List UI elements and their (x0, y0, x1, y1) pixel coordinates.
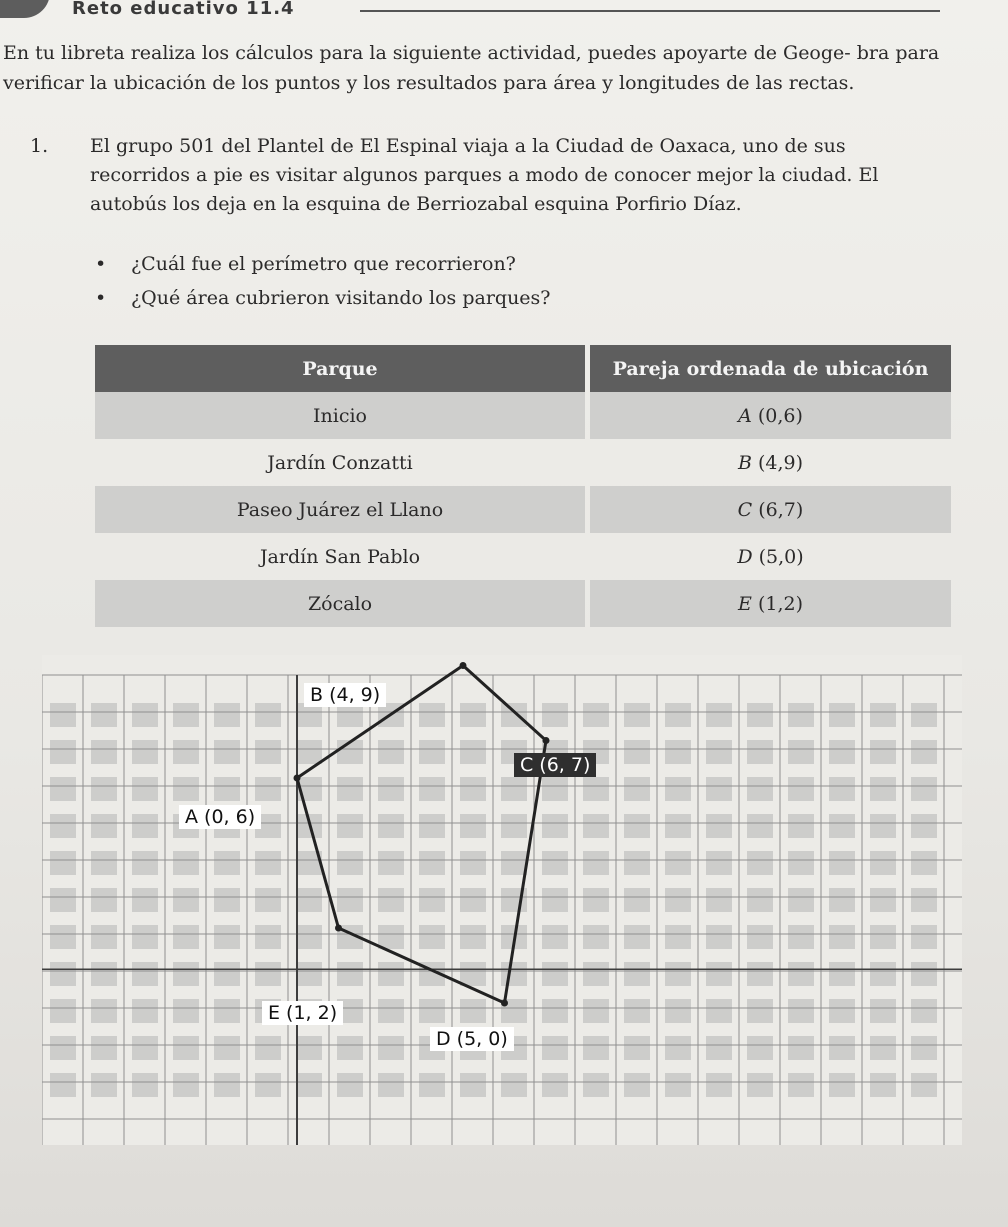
city-block (706, 1036, 732, 1060)
city-block (870, 1036, 896, 1060)
city-block (665, 703, 691, 727)
city-block (747, 888, 773, 912)
city-block (214, 851, 240, 875)
city-block (501, 777, 527, 801)
city-block (911, 740, 937, 764)
city-block (50, 777, 76, 801)
city-block (378, 1073, 404, 1097)
city-block (173, 777, 199, 801)
city-block (501, 703, 527, 727)
city-block (583, 888, 609, 912)
city-block (747, 999, 773, 1023)
city-block (911, 888, 937, 912)
city-block (460, 777, 486, 801)
city-block (788, 851, 814, 875)
park-name: Jardín Conzatti (267, 451, 413, 474)
bullet-icon: • (95, 253, 107, 275)
city-block (419, 1073, 445, 1097)
city-block (542, 999, 568, 1023)
city-block (296, 888, 322, 912)
city-block (132, 999, 158, 1023)
park-pair (590, 580, 951, 627)
city-block (214, 925, 240, 949)
city-block (665, 1073, 691, 1097)
city-block (214, 777, 240, 801)
city-block (50, 962, 76, 986)
city-block (296, 1036, 322, 1060)
city-block (788, 777, 814, 801)
city-block (50, 888, 76, 912)
city-block (870, 999, 896, 1023)
city-block (50, 703, 76, 727)
city-block (911, 777, 937, 801)
city-block (337, 888, 363, 912)
city-block (460, 814, 486, 838)
city-block (419, 925, 445, 949)
city-block (255, 740, 281, 764)
header (0, 0, 1008, 20)
city-block (296, 740, 322, 764)
city-block (706, 703, 732, 727)
city-block (624, 1036, 650, 1060)
city-block (665, 777, 691, 801)
city-block (419, 888, 445, 912)
point-label-c: C (6, 7) (514, 753, 596, 777)
city-block (501, 1073, 527, 1097)
city-block (870, 851, 896, 875)
city-block (378, 925, 404, 949)
city-block (173, 999, 199, 1023)
city-block (624, 888, 650, 912)
city-block (542, 814, 568, 838)
point-letter: A (738, 404, 752, 427)
city-block (132, 740, 158, 764)
city-block (870, 814, 896, 838)
city-block (665, 962, 691, 986)
point-a-marker (294, 775, 301, 782)
city-block (173, 703, 199, 727)
city-block (624, 740, 650, 764)
table-row (95, 392, 951, 439)
pair-value: (1,2) (757, 592, 803, 615)
city-block (132, 888, 158, 912)
city-block (870, 777, 896, 801)
point-letter: E (738, 592, 752, 615)
park-name: Inicio (95, 392, 585, 439)
city-block (460, 1073, 486, 1097)
city-block (747, 814, 773, 838)
city-block (706, 777, 732, 801)
city-block (911, 925, 937, 949)
city-block (542, 888, 568, 912)
table-row (95, 439, 951, 486)
city-block (132, 1036, 158, 1060)
city-block (214, 1073, 240, 1097)
city-block (706, 925, 732, 949)
city-block (706, 814, 732, 838)
city-block (665, 999, 691, 1023)
city-block (132, 925, 158, 949)
city-block (747, 1036, 773, 1060)
city-block (788, 1036, 814, 1060)
city-block (50, 1036, 76, 1060)
city-block (829, 814, 855, 838)
table-row (95, 533, 951, 580)
city-block (255, 851, 281, 875)
city-block (91, 1036, 117, 1060)
city-block (337, 814, 363, 838)
city-block (91, 962, 117, 986)
point-letter: B (737, 451, 752, 474)
city-block (788, 814, 814, 838)
city-block (542, 925, 568, 949)
city-block (829, 703, 855, 727)
city-block (911, 814, 937, 838)
city-block (542, 851, 568, 875)
city-block (91, 888, 117, 912)
city-block (255, 1073, 281, 1097)
header-swoosh-decoration (0, 0, 50, 18)
park-name: Jardín San Pablo (259, 545, 421, 568)
city-block (911, 851, 937, 875)
city-block (870, 703, 896, 727)
city-block (665, 1036, 691, 1060)
problem-text: El grupo 501 del Plantel de El Espinal viaja a la Ciudad de Oaxaca, uno de sus recorridos a pie es visitar algunos parques a modo de conocer mejor la ciudad. El autobús los deja en la esquina de Berriozabal esquina Porfirio Díaz. (90, 135, 879, 215)
city-block (583, 703, 609, 727)
city-block (50, 814, 76, 838)
page-title: Reto educativo 11.4 (72, 0, 295, 19)
city-block (706, 999, 732, 1023)
city-block (460, 888, 486, 912)
city-block (132, 962, 158, 986)
city-block (296, 925, 322, 949)
header-park: Parque (95, 345, 585, 392)
city-block (419, 999, 445, 1023)
city-block (460, 962, 486, 986)
city-block (91, 851, 117, 875)
park-pair (590, 392, 951, 439)
city-block (337, 851, 363, 875)
city-block (173, 925, 199, 949)
city-block (624, 925, 650, 949)
city-block (870, 740, 896, 764)
city-block (173, 740, 199, 764)
city-block (337, 1073, 363, 1097)
city-block (788, 888, 814, 912)
city-block (665, 925, 691, 949)
city-block (911, 1073, 937, 1097)
park-name: Zócalo (95, 580, 585, 627)
city-block (870, 888, 896, 912)
city-block (706, 1073, 732, 1097)
point-e-marker (335, 925, 342, 932)
header-pair: Pareja ordenada de ubicación (590, 345, 951, 392)
city-block (911, 703, 937, 727)
point-c-marker (543, 737, 550, 744)
city-block (747, 740, 773, 764)
city-block (501, 814, 527, 838)
city-block (747, 1073, 773, 1097)
city-block (337, 777, 363, 801)
point-label-a: A (0, 6) (179, 805, 261, 829)
city-block (788, 999, 814, 1023)
city-block (132, 851, 158, 875)
header-rule (360, 10, 940, 12)
city-block (624, 703, 650, 727)
city-block (132, 777, 158, 801)
city-block (788, 740, 814, 764)
city-block (255, 703, 281, 727)
point-label-d: D (5, 0) (430, 1027, 514, 1051)
parks-table (95, 345, 951, 627)
city-block (624, 777, 650, 801)
city-block (747, 777, 773, 801)
city-block (747, 703, 773, 727)
city-block (829, 1073, 855, 1097)
city-block (542, 777, 568, 801)
city-block (91, 703, 117, 727)
city-block (870, 1073, 896, 1097)
city-block (788, 925, 814, 949)
city-block (337, 1036, 363, 1060)
city-block (501, 851, 527, 875)
city-block (624, 851, 650, 875)
city-block (583, 777, 609, 801)
city-block (583, 814, 609, 838)
city-block (214, 888, 240, 912)
city-block (214, 1036, 240, 1060)
city-block (132, 814, 158, 838)
city-block (378, 814, 404, 838)
city-block (460, 703, 486, 727)
point-d-marker (501, 1000, 508, 1007)
city-block (255, 962, 281, 986)
question-text: ¿Cuál fue el perímetro que recorrieron? (131, 253, 516, 275)
city-map-graph (42, 655, 962, 1155)
city-block (706, 740, 732, 764)
city-block (460, 851, 486, 875)
city-block (255, 777, 281, 801)
city-block (255, 888, 281, 912)
graph-canvas (42, 655, 962, 1155)
point-b-marker (460, 662, 467, 669)
city-block (829, 962, 855, 986)
city-block (583, 851, 609, 875)
pair-value: (4,9) (757, 451, 804, 474)
table-header-row (95, 345, 951, 392)
city-block (173, 962, 199, 986)
city-block (91, 777, 117, 801)
city-block (91, 814, 117, 838)
table-row (95, 486, 951, 533)
city-block (419, 851, 445, 875)
city-block (829, 851, 855, 875)
city-block (460, 740, 486, 764)
city-block (50, 925, 76, 949)
problem-number: 1. (30, 135, 49, 157)
point-label-b: B (4, 9) (304, 683, 386, 707)
city-block (829, 925, 855, 949)
city-block (583, 1073, 609, 1097)
city-block (173, 851, 199, 875)
city-block (378, 999, 404, 1023)
city-block (378, 888, 404, 912)
city-block (665, 888, 691, 912)
city-block (747, 925, 773, 949)
city-block (665, 740, 691, 764)
city-block (50, 1073, 76, 1097)
park-name: Paseo Juárez el Llano (95, 486, 585, 533)
city-block (378, 740, 404, 764)
city-block (788, 703, 814, 727)
city-block (788, 1073, 814, 1097)
pair-value: (5,0) (758, 545, 804, 568)
city-block (747, 851, 773, 875)
city-block (706, 888, 732, 912)
city-block (583, 962, 609, 986)
bullet-icon: • (95, 287, 107, 309)
city-block (91, 925, 117, 949)
city-block (378, 851, 404, 875)
city-block (255, 925, 281, 949)
park-pair (590, 439, 951, 486)
point-letter: C (737, 498, 753, 521)
city-block (624, 1073, 650, 1097)
city-block (870, 962, 896, 986)
city-block (214, 999, 240, 1023)
city-block (829, 1036, 855, 1060)
city-block (542, 962, 568, 986)
city-block (829, 777, 855, 801)
city-block (50, 851, 76, 875)
city-block (747, 962, 773, 986)
city-block (173, 888, 199, 912)
city-block (911, 999, 937, 1023)
city-block (911, 962, 937, 986)
city-block (173, 1036, 199, 1060)
city-block (91, 1073, 117, 1097)
park-pair (590, 533, 951, 580)
city-block (829, 999, 855, 1023)
city-block (214, 740, 240, 764)
point-label-e: E (1, 2) (262, 1001, 343, 1025)
question-text: ¿Qué área cubrieron visitando los parques? (131, 287, 551, 309)
park-pair (590, 486, 951, 533)
city-block (583, 999, 609, 1023)
city-block (419, 777, 445, 801)
table-row (95, 580, 951, 627)
city-block (542, 1073, 568, 1097)
city-block (255, 1036, 281, 1060)
city-block (214, 703, 240, 727)
city-block (378, 962, 404, 986)
city-block (214, 962, 240, 986)
city-block (829, 740, 855, 764)
city-block (132, 703, 158, 727)
city-block (542, 703, 568, 727)
city-block (624, 814, 650, 838)
city-block (665, 851, 691, 875)
city-block (91, 999, 117, 1023)
city-block (829, 888, 855, 912)
city-block (460, 925, 486, 949)
city-block (665, 814, 691, 838)
city-block (788, 962, 814, 986)
city-block (296, 962, 322, 986)
city-block (419, 703, 445, 727)
pair-value: (0,6) (757, 404, 803, 427)
city-block (706, 851, 732, 875)
city-block (337, 962, 363, 986)
city-block (378, 777, 404, 801)
intro-paragraph: En tu libreta realiza los cálculos para la siguiente actividad, puedes apoyarte de Geoge- bra para verificar la ubicación de los puntos y los resultados para área y longitudes de las rectas. (3, 42, 940, 94)
city-block (91, 740, 117, 764)
city-block (624, 999, 650, 1023)
city-block (624, 962, 650, 986)
bottom-page-fade (0, 1150, 1008, 1227)
city-block (706, 962, 732, 986)
city-block (173, 1073, 199, 1097)
city-block (542, 1036, 568, 1060)
city-block (419, 740, 445, 764)
pair-value: (6,7) (758, 498, 804, 521)
city-block (419, 814, 445, 838)
city-block (583, 1036, 609, 1060)
city-block (132, 1073, 158, 1097)
city-block (296, 1073, 322, 1097)
city-block (501, 962, 527, 986)
city-block (378, 1036, 404, 1060)
city-block (870, 925, 896, 949)
city-block (583, 925, 609, 949)
point-letter: D (737, 545, 753, 568)
city-block (911, 1036, 937, 1060)
city-block (50, 740, 76, 764)
city-block (50, 999, 76, 1023)
city-block (460, 999, 486, 1023)
